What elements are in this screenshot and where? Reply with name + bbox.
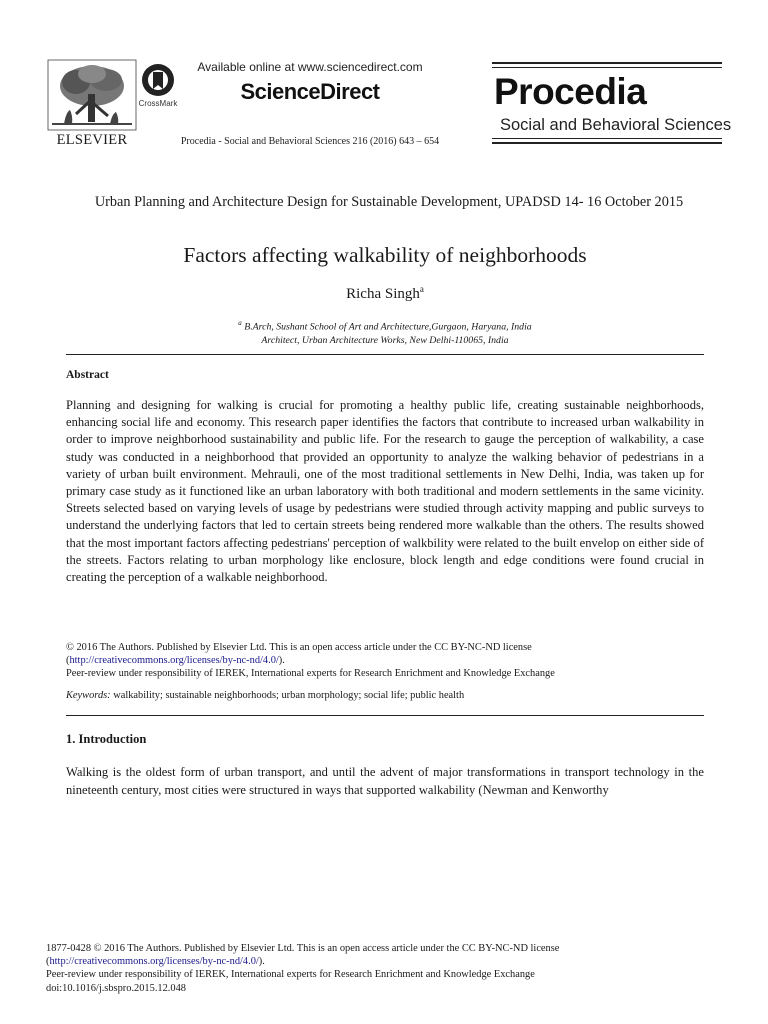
procedia-top-rule-thin — [492, 67, 722, 68]
abstract-body: Planning and designing for walking is crucial for promoting a healthy public life, creating sustainable neighborhoods, enhancing social life and economy. This research paper identifies the factors that contribute to increased urban walkability in order to improve neighborhood sustainability and public life. For the research to gauge the perception of walkability, a case study was conducted in a neighborhood that provided an opportunity to analyze the walking behavior of pedestrians in a variety of urban built environment. Mehrauli, one of the most traditional settlements in New Delhi, India, was taken up for primary case study as it functioned like an urban laboratory with both traditional and modern settlements in the same vicinity. Streets selected based on varying levels of usage by pedestrians were studied through activity mapping and public surveys to understand the underlying factors that led to certain streets being rendered more walkable than the others. The results showed that the most important factors affecting pedestrians' perception of walkbility were related to the built envelop on either side of the streets. Factors relating to urban morphology like enclosure, block length and edge conditions were found crucial in creating the perception of a walkable neighborhood. — [66, 398, 704, 585]
crossmark-badge[interactable] — [136, 62, 180, 110]
footer-link-line — [46, 955, 706, 968]
available-online-text: Available online at www.sciencedirect.com — [197, 60, 423, 74]
introduction-body: Walking is the oldest form of urban transport, and until the advent of major transformations in transport technology in the nineteenth century, most cities were structured in ways that supported walkability (Newman and Kenworthy — [66, 765, 704, 797]
sciencedirect-logo: ScienceDirect — [240, 79, 380, 104]
crossmark-label: CrossMark — [138, 99, 178, 108]
footer-link-close: ). — [258, 956, 265, 968]
footer-doi: doi:10.1016/j.sbspro.2015.12.048 — [46, 982, 186, 994]
author-name: Richa Singh — [346, 286, 420, 302]
affiliation-line-1 — [66, 316, 704, 334]
procedia-top-rule — [492, 62, 722, 64]
conference-name: Urban Planning and Architecture Design for Sustainable Development, UPADSD 14- 16 October 2015 — [94, 194, 684, 210]
license-link-close: ). — [278, 655, 285, 666]
procedia-subtitle: Social and Behavioral Sciences — [500, 116, 732, 134]
footer-peer-review: Peer-review under responsibility of IEREK, International experts for Research Enrichment and Knowledge Exchange — [46, 969, 535, 981]
crossmark-icon — [140, 62, 176, 98]
license-block — [66, 641, 706, 680]
abstract-bottom-rule — [66, 715, 704, 716]
procedia-bottom-rule-thick — [492, 142, 722, 144]
author-superscript: a — [419, 284, 424, 294]
footer-license-line: 1877-0428 © 2016 The Authors. Published by Elsevier Ltd. This is an open access article under the CC BY-NC-ND license — [46, 943, 560, 954]
peer-review-line: Peer-review under responsibility of IEREK, International experts for Research Enrichment and Knowledge Exchange — [66, 668, 555, 679]
paper-title: Factors affecting walkability of neighborhoods — [183, 243, 587, 267]
keywords-text: walkability; sustainable neighborhoods; urban morphology; social life; public health — [110, 690, 465, 701]
affiliation-superscript: a — [238, 319, 242, 327]
abstract-heading: Abstract — [66, 369, 109, 381]
footer-license-link[interactable]: http://creativecommons.org/licenses/by-nc-nd/4.0/ — [49, 956, 259, 968]
license-line: © 2016 The Authors. Published by Elsevier Ltd. This is an open access article under the CC BY-NC-ND license — [66, 642, 532, 653]
introduction-heading: 1. Introduction — [66, 732, 147, 746]
procedia-title: Procedia — [494, 71, 647, 112]
license-link-line — [66, 654, 706, 667]
elsevier-logo — [46, 58, 138, 150]
license-link-open: ( — [66, 655, 70, 666]
affiliation-line-1-text: B.Arch, Sushant School of Art and Architecture,Gurgaon, Haryana, India — [241, 321, 532, 333]
affiliation — [66, 316, 704, 348]
elsevier-wordmark: ELSEVIER — [56, 132, 128, 148]
affiliation-line-2: Architect, Urban Architecture Works, New Delhi-110065, India — [261, 335, 509, 347]
keywords-label: Keywords: — [66, 690, 111, 701]
license-link[interactable]: http://creativecommons.org/licenses/by-nc-nd/4.0/ — [69, 655, 279, 666]
author-line — [66, 284, 704, 303]
keywords-line — [66, 690, 706, 701]
journal-citation: Procedia - Social and Behavioral Sciences 216 (2016) 643 – 654 — [180, 136, 440, 147]
procedia-bottom-rule — [492, 138, 722, 139]
footer-link-open: ( — [46, 956, 50, 968]
footer-block — [46, 942, 706, 995]
abstract-top-rule — [66, 354, 704, 355]
elsevier-tree-icon — [46, 58, 138, 132]
